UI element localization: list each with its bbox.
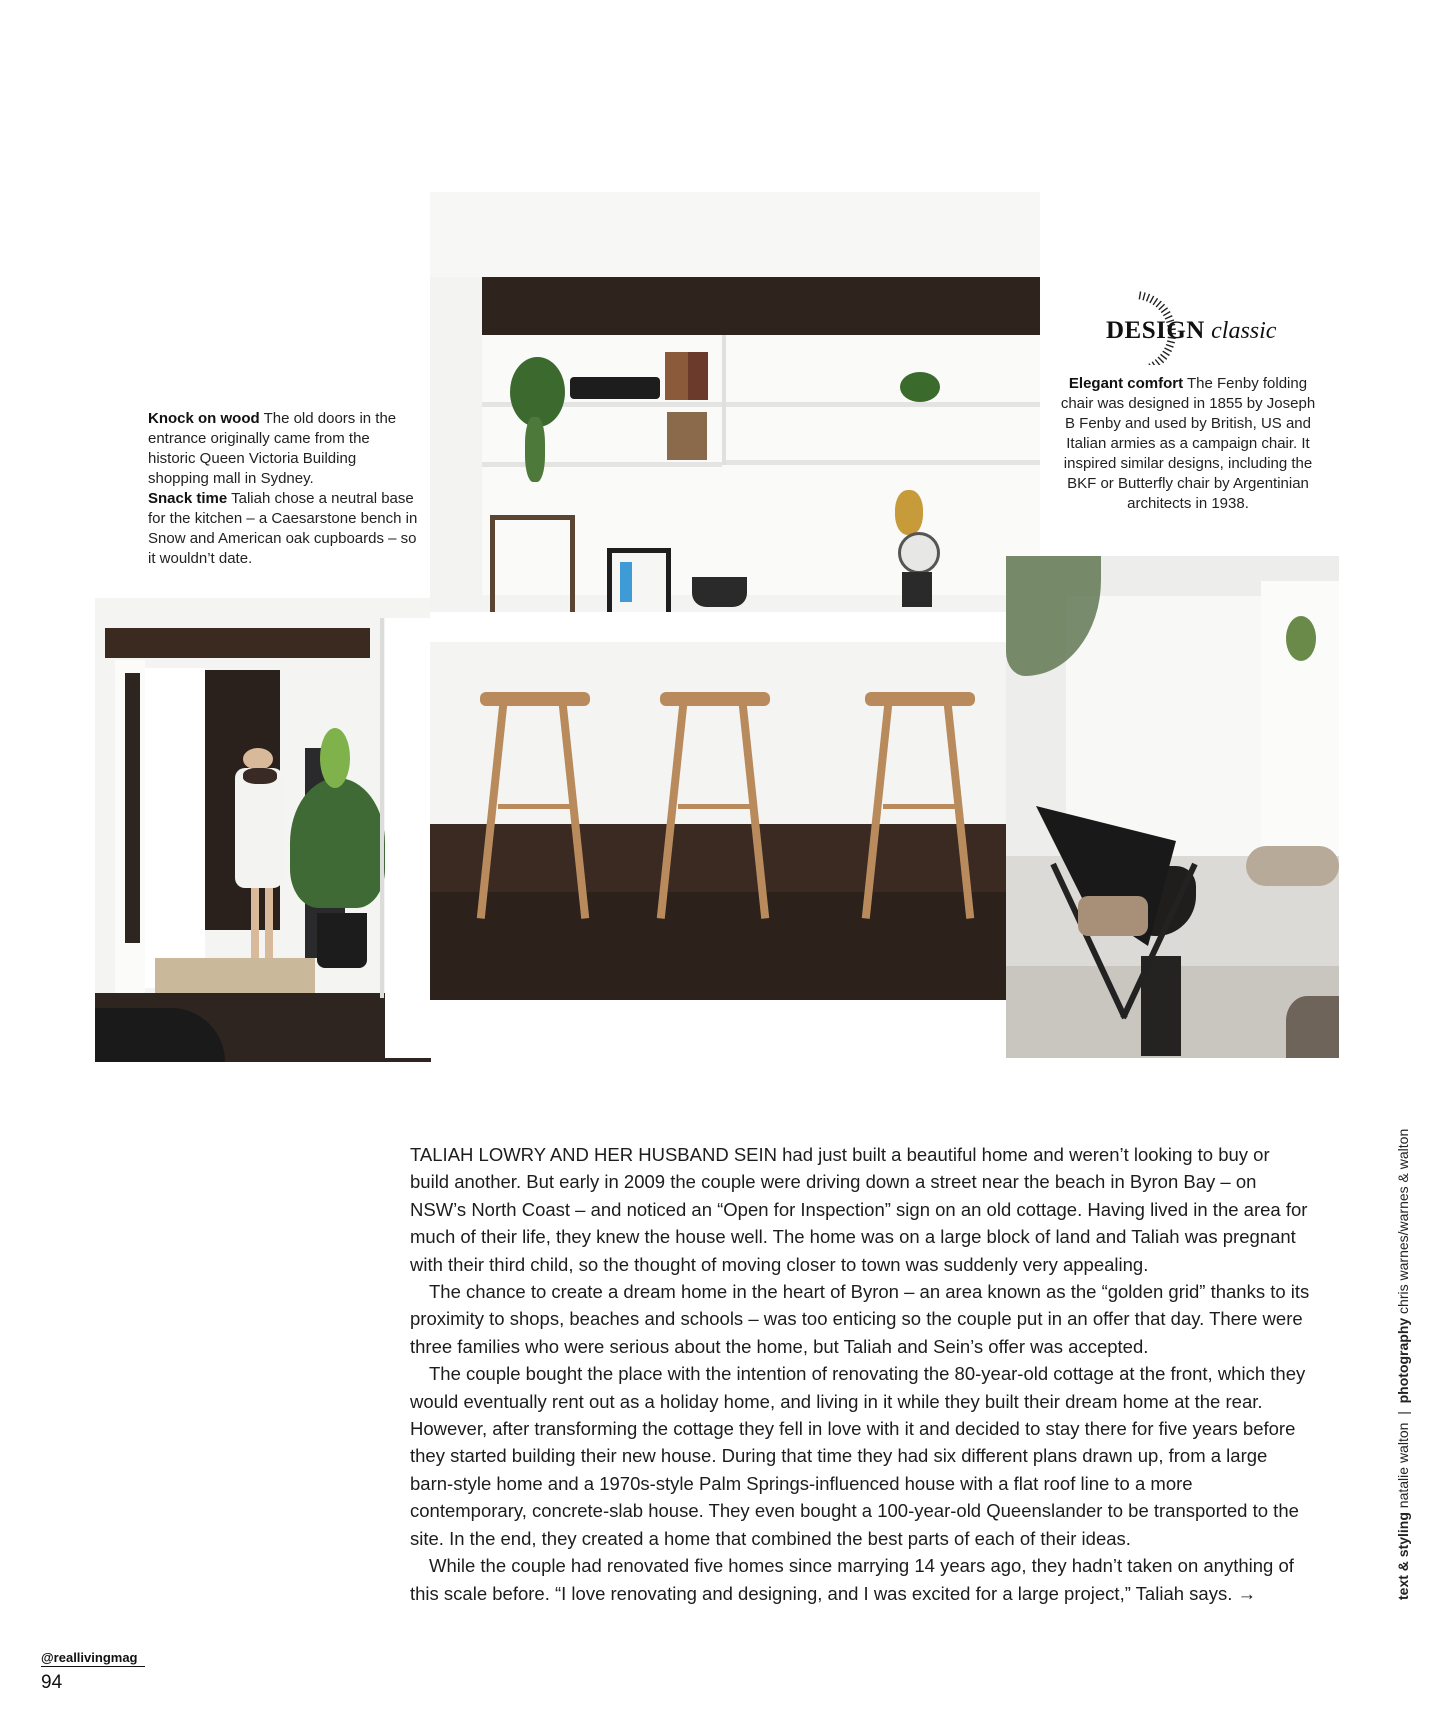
kitchen-photo xyxy=(430,192,1040,1000)
caption-elegant-comfort xyxy=(1056,374,1320,514)
caption-text: The old doors in the entrance originally came from the historic Queen Victoria Building shopping mall in Sydney. xyxy=(148,410,397,487)
credit-name-styling: natalie walton xyxy=(1395,1422,1411,1513)
caption-text: The Fenby folding chair was designed in 1855 by Joseph B Fenby and used by British, US and Italian armies as a campaign chair. It inspired similar designs, including the BKF or Butterfly chair by Argentinian architects in 1938. xyxy=(1060,375,1316,512)
classic-word: classic xyxy=(1211,318,1277,344)
article-paragraph: While the couple had renovated five homes since marrying 14 years ago, they hadn’t taken on anything of this scale before. “I love renovating and designing, and I was excited for a large project,” Taliah says. → xyxy=(410,1555,1294,1604)
butterfly-chair-photo xyxy=(1006,556,1339,1058)
article-paragraph: The chance to create a dream home in the heart of Byron – an area known as the “golden grid” thanks to its proximity to shops, beaches and schools – was too enticing so the couple put in an offer that day. There were three families who were serious about the home, but Taliah and Sein’s offer was accepted. xyxy=(410,1281,1310,1357)
credit-label-styling: text & styling xyxy=(1395,1512,1411,1600)
page-number: 94 xyxy=(41,1672,63,1693)
caption-snack-time xyxy=(148,489,420,569)
article-paragraph: The couple bought the place with the intention of renovating the 80-year-old cottage at the front, which they would eventually rent out as a holiday home, and living in it while they built their dream home at the rear. However, after transforming the cottage they fell in love with it and decided to stay there for five years before they started building their new house. During that time they had six different plans drawn up, from a large barn-style home and a 1970s-style Palm Springs-influenced house with a flat roof line to a more contemporary, concrete-slab house. They even bought a 100-year-old Queenslander to be transported to the site. In the end, they created a home that combined the best parts of each of their ideas. xyxy=(410,1363,1306,1549)
article-paragraph: TALIAH LOWRY AND HER HUSBAND SEIN had just built a beautiful home and weren’t looking to buy or build another. But early in 2009 the couple were driving down a street near the beach in Byron Bay – on NSW’s North Coast – and noticed an “Open for Inspection” sign on an old cottage. Having lived in the area for much of their life, they knew the house well. The home was on a large block of land and Taliah was pregnant with their third child, so the thought of moving closer to town was suddenly very appealing. xyxy=(410,1144,1308,1275)
hallway-photo xyxy=(95,598,431,1062)
caption-text: Taliah chose a neutral base for the kitchen – a Caesarstone bench in Snow and American oak cupboards – so it wouldn’t date. xyxy=(148,490,418,567)
caption-heading: Knock on wood xyxy=(148,410,260,427)
design-classic-title xyxy=(1106,317,1276,345)
social-handle: @reallivingmag xyxy=(41,1650,145,1667)
credit-separator: | xyxy=(1395,1403,1411,1423)
photo-credit xyxy=(1395,1129,1411,1600)
caption-knock-on-wood xyxy=(148,409,420,489)
design-word: DESIGN xyxy=(1106,317,1205,344)
credit-label-photography: photography xyxy=(1395,1317,1411,1404)
caption-heading: Snack time xyxy=(148,490,228,507)
article-body xyxy=(410,1141,1312,1607)
caption-heading: Elegant comfort xyxy=(1068,375,1184,392)
credit-name-photography: chris warnes/warnes & walton xyxy=(1395,1128,1411,1318)
caption-left xyxy=(148,409,420,569)
